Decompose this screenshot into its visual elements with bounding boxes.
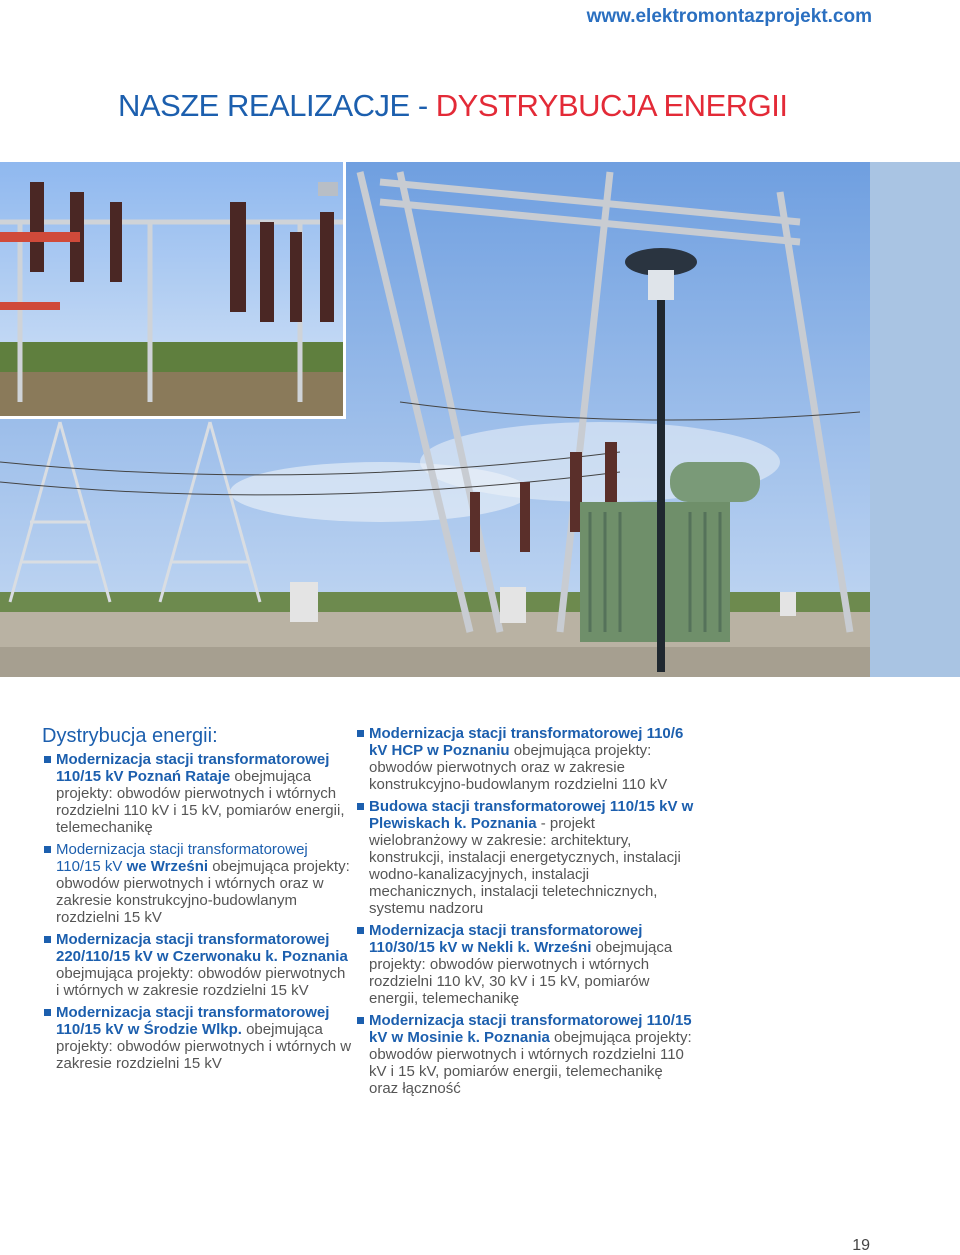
square-bullet-icon [357, 803, 364, 810]
square-bullet-icon [44, 756, 51, 763]
item-lead: we Wrześni [126, 858, 209, 875]
item-body: obejmująca projekty: obwodów pierwotnych i wtórnych rozdzielni 110 kV, 30 kV i 15 kV, pomiarów energii, telemechanikę [369, 939, 673, 1007]
square-bullet-icon [44, 1009, 51, 1016]
list-item [355, 798, 695, 917]
right-project-list [355, 725, 695, 1097]
list-item [355, 922, 695, 1007]
list-item [42, 751, 352, 836]
list-item [42, 1004, 352, 1072]
left-project-list [42, 751, 352, 1072]
item-lead: Modernizacja stacji transformatorowej 110/15 kV Poznań Rataje [56, 751, 330, 785]
item-body: obejmująca projekty: obwodów pierwotnych i wtórnych w zakresie rozdzielni 15 kV [56, 965, 346, 999]
list-item [42, 841, 352, 926]
page-title-part2: DYSTRYBUCJA ENERGII [435, 88, 788, 123]
list-item [355, 725, 695, 793]
item-body: obejmująca projekty: obwodów pierwotnych i wtórnych rozdzielni 110 kV i 15 kV, pomiarów energii, telemechanikę [56, 768, 345, 836]
substation-photo-inset [0, 162, 346, 419]
item-body: obejmująca projekty: obwodów pierwotnych i wtórnych rozdzielni 110 kV i 15 kV, pomiarów energii, telemechanikę oraz łączność [369, 1029, 692, 1097]
item-lead: Modernizacja stacji transformatorowej 110/15 kV w Środzie Wlkp. [56, 1004, 330, 1038]
square-bullet-icon [44, 846, 51, 853]
item-lead: Modernizacja stacji transformatorowej 110/6 kV HCP w Poznaniu [369, 725, 684, 759]
square-bullet-icon [357, 1017, 364, 1024]
item-body: - projekt wielobranżowy w zakresie: architektury, konstrukcji, instalacji energetycznych, instalacji wodno-kanalizacyjnych, instalacji mechanicznych, instalacji teletechnicznych, systemu nadzoru [369, 815, 681, 917]
item-lead: Modernizacja stacji transformatorowej 110/15 kV w Mosinie k. Poznania [369, 1012, 692, 1046]
page-title [118, 88, 787, 124]
left-column [42, 725, 352, 1077]
list-item [42, 931, 352, 999]
square-bullet-icon [44, 936, 51, 943]
page-number: 19 [852, 1237, 870, 1254]
section-heading: Dystrybucja energii: [42, 725, 218, 747]
side-color-band [870, 162, 960, 677]
item-lead-plain: Modernizacja stacji transformatorowej 110/15 kV [56, 841, 308, 875]
item-lead: Modernizacja stacji transformatorowej 220/110/15 kV w Czerwonaku k. Poznania [56, 931, 348, 965]
site-url-link[interactable]: www.elektromontazprojekt.com [586, 6, 872, 27]
square-bullet-icon [357, 730, 364, 737]
list-item [355, 1012, 695, 1097]
item-lead: Budowa stacji transformatorowej 110/15 kV w Plewiskach k. Poznania [369, 798, 694, 832]
right-column [355, 725, 695, 1102]
item-lead: Modernizacja stacji transformatorowej 110/30/15 kV w Nekli k. Wrześni [369, 922, 643, 956]
item-body: obejmująca projekty: obwodów pierwotnych i wtórnych oraz w zakresie konstrukcyjno-budowlanym rozdzielni 15 kV [56, 858, 350, 926]
square-bullet-icon [357, 927, 364, 934]
page-title-part1: NASZE REALIZACJE - [118, 88, 436, 123]
item-body: obejmująca projekty: obwodów pierwotnych oraz w zakresie konstrukcyjno-budowlanym rozdzielni 110 kV [369, 742, 668, 793]
item-body: obejmująca projekty: obwodów pierwotnych i wtórnych w zakresie rozdzielni 15 kV [56, 1021, 352, 1072]
